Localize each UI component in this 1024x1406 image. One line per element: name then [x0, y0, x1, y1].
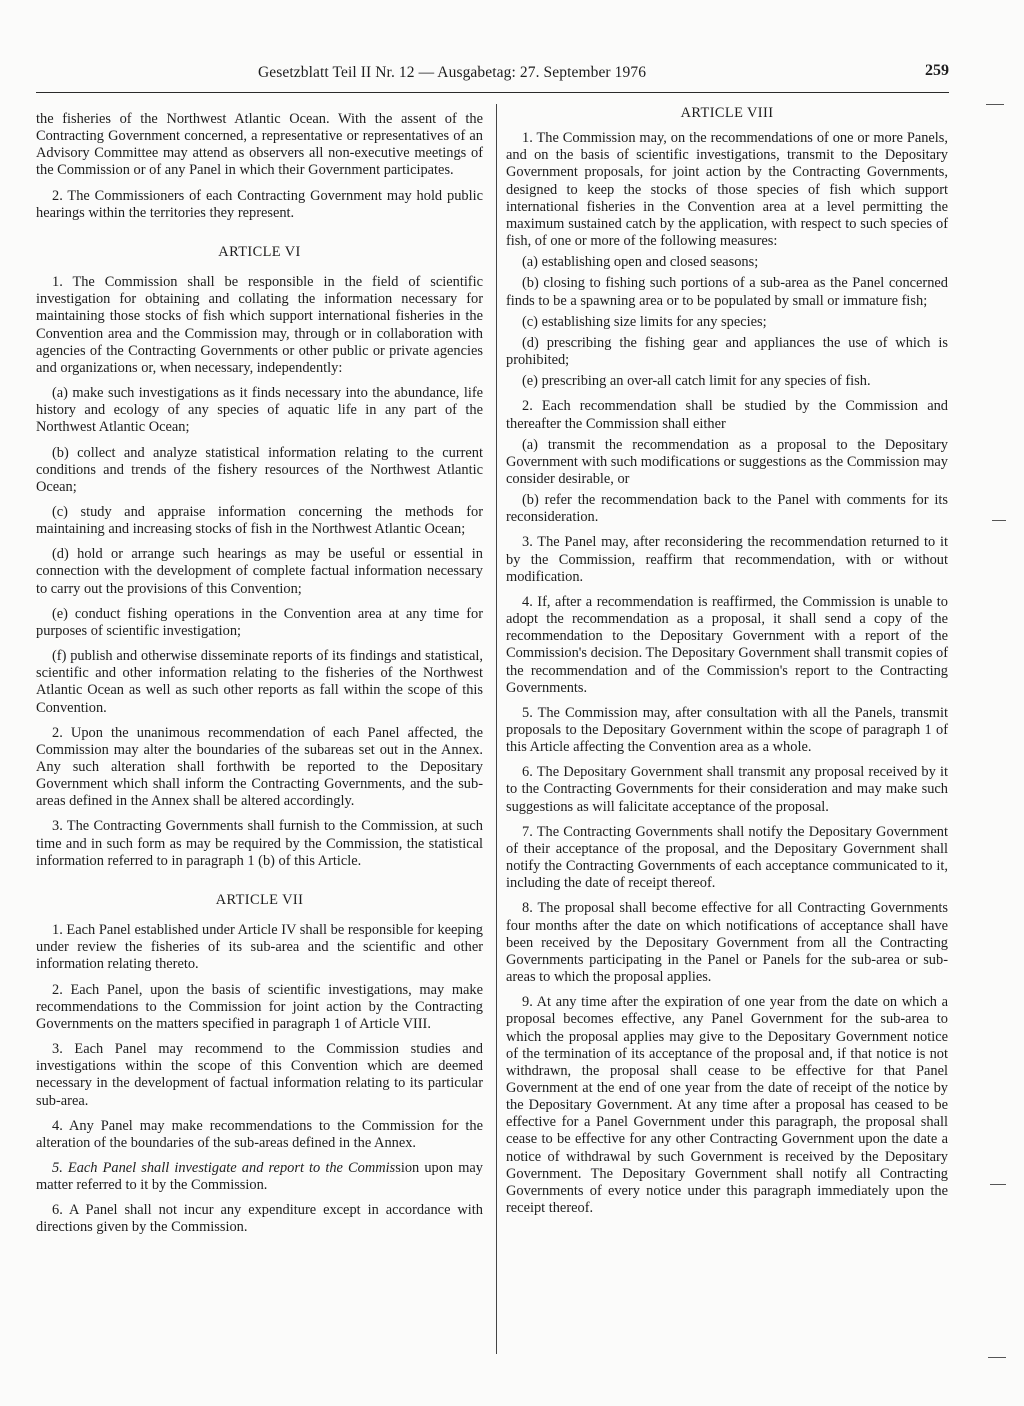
article-vi-paragraph-1: 1. The Commission shall be responsible in the field of scientific investigation for obtaining and collating the information necessary for maintaining those stocks of fish which support international fisheries in the Convention area and the Commission may, through or in collaboration with agencies of the Contracting Governments or other public or private agencies and organizations or, when necessary, independently:: [36, 274, 483, 376]
margin-mark: [992, 520, 1006, 521]
article-vi-item-a: (a) make such investigations as it finds necessary into the abundance, life history and ecology of any species of aquatic life in any part of the Northwest Atlantic Ocean;: [36, 385, 483, 436]
margin-mark: [990, 1184, 1006, 1185]
article-viii-paragraph-9: 9. At any time after the expiration of one year from the date on which a proposal becomes effective, any Panel Government for the sub-area to which the proposal applies may give to the Depositary Government notice of the termination of its acceptance of the proposal and, if that notice is not withdrawn, the proposal shall cease to be effective for that Panel Government at the end of one year from the date of receipt of the notice by the Depositary Government. At any time after a proposal has ceased to be effective for a Panel Government under this paragraph, the proposal shall cease to be effective for any other Contracting Government upon the date a notice of withdrawal by such Government is received by the Depositary Government. The Depositary Government shall notify all Contracting Governments of every notice under this paragraph immediately upon the receipt thereof.: [506, 994, 948, 1217]
article-viii-item-e: (e) prescribing an over-all catch limit for any species of fish.: [522, 373, 871, 390]
article-viii-paragraph-8: 8. The proposal shall become effective for all Contracting Governments four months after the date on which notifications of acceptance shall have been received by the Depositary Government from all the Contracting Governments participating in the Panel or Panels for the sub-area or sub-areas to which the proposal applies.: [506, 900, 948, 986]
right-column: [506, 105, 948, 1225]
article-vii-paragraph-2: 2. Each Panel, upon the basis of scientific investigations, may make recommendations to the Commission for joint action by the Contracting Governments on the matters specified in paragraph 1 of Article VIII.: [36, 981, 483, 1032]
left-column: [36, 111, 483, 1245]
article-vi-item-f: (f) publish and otherwise disseminate reports of its findings and statistical, scientific and other information relating to the fisheries of the Northwest Atlantic Ocean as well as such other reports as fall within the scope of this Convention.: [36, 648, 483, 716]
column-divider: [496, 104, 497, 1354]
heading-article-vii: ARTICLE VII: [215, 891, 304, 908]
article-viii-paragraph-5: 5. The Commission may, after consultation with all the Panels, transmit proposals to the Depositary Government within the scope of paragraph 1 of this Article affecting the Convention area as a whole.: [506, 704, 948, 756]
article-vii-paragraph-4: 4. Any Panel may make recommendations to the Commission for the alteration of the boundaries of the sub-areas defined in the Annex.: [36, 1117, 483, 1151]
article-vii-paragraph-5-italic: 5. Each Panel shall investigate and report to the Commis: [52, 1159, 396, 1176]
article-viii-paragraph-2-a: (a) transmit the recommendation as a proposal to the Depositary Government with such modifications or suggestions as the Commission may consider desirable, or: [506, 436, 948, 487]
paragraph-continuation: the fisheries of the Northwest Atlantic Ocean. With the assent of the Contracting Government concerned, a representative or representatives of an Advisory Committee may attend as observers all non-executive meetings of the Commission or of any Panel in which their Government participates.: [36, 111, 483, 179]
article-viii-paragraph-2-b: (b) refer the recommendation back to the Panel with comments for its reconsideration.: [506, 492, 948, 526]
article-viii-item-d: (d) prescribing the fishing gear and appliances the use of which is prohibited;: [506, 334, 948, 369]
page-header-title: Gesetzblatt Teil II Nr. 12 — Ausgabetag: 27. September 1976: [258, 64, 647, 81]
article-vii-paragraph-1: 1. Each Panel established under Article IV shall be responsible for keeping under review the fisheries of its sub-area and the scientific and other information relating thereto.: [36, 922, 483, 973]
article-viii-paragraph-7: 7. The Contracting Governments shall notify the Depositary Government of their acceptance of the proposal, and the Depositary Government shall notify the Contracting Governments of each acceptance communicated to it, including the date of receipt thereof.: [506, 823, 948, 892]
article-viii-paragraph-3: 3. The Panel may, after reconsidering the recommendation returned to it by the Commission, reaffirm that recommendation, with or without modification.: [506, 534, 948, 585]
article-vii-paragraph-5: [36, 1160, 483, 1194]
margin-mark: [986, 104, 1004, 105]
article-viii-paragraph-2: 2. Each recommendation shall be studied by the Commission and thereafter the Commission shall either: [506, 398, 948, 432]
margin-mark: [988, 1357, 1006, 1358]
article-viii-item-b: (b) closing to fishing such portions of a sub-area as the Panel concerned finds to be a spawning area or to be populated by small or immature fish;: [506, 275, 948, 309]
article-viii-paragraph-6: 6. The Depositary Government shall transmit any proposal received by it to the Contracting Governments for their consideration and may make such suggestions as will falicitate acceptance of the proposal.: [506, 764, 948, 815]
article-viii-item-c: (c) establishing size limits for any species;: [522, 313, 767, 330]
page-header: [36, 62, 949, 96]
page-number: 259: [925, 62, 949, 79]
paragraph-article-v-2: 2. The Commissioners of each Contracting Government may hold public hearings within the territories they represent.: [36, 187, 483, 221]
article-vi-paragraph-3: 3. The Contracting Governments shall furnish to the Commission, at such time and in such form as may be required by the Commission, the statistical information referred to in paragraph 1 (b) of this Article.: [36, 818, 483, 869]
article-vi-item-b: (b) collect and analyze statistical information relating to the current conditions and trends of the fishery resources of the Northwest Atlantic Ocean;: [36, 444, 483, 495]
article-vii-paragraph-3: 3. Each Panel may recommend to the Commission studies and investigations within the scope of this Convention which are deemed necessary in the development of factual information relating to its particular sub-area.: [36, 1041, 483, 1109]
header-rule: [36, 92, 949, 93]
article-vi-paragraph-2: 2. Upon the unanimous recommendation of each Panel affected, the Commission may alter the boundaries of the subareas set out in the Annex. Any such alteration shall forthwith be reported to the Depositary Government which shall inform the Contracting Governments, and the sub-areas defined in the Annex shall be altered accordingly.: [36, 724, 483, 810]
article-viii-paragraph-1: 1. The Commission may, on the recommendations of one or more Panels, and on the basis of scientific investigations, transmit to the Depositary Government proposals, for joint action by the Contracting Governments, designed to keep the stocks of those species of fish which support international fisheries in the Convention area at a level permitting the maximum sustained catch by the application, with respect to such species of fish, of one or more of the following measures:: [506, 130, 948, 250]
heading-article-vi: ARTICLE VI: [218, 243, 301, 260]
article-viii-item-a: (a) establishing open and closed seasons;: [522, 254, 759, 271]
article-vii-paragraph-5-rest: sion upon may matter referred to it by the Commission.: [36, 1159, 483, 1194]
article-vi-item-e: (e) conduct fishing operations in the Convention area at any time for purposes of scientific investigation;: [36, 605, 483, 639]
article-vi-item-d: (d) hold or arrange such hearings as may be useful or essential in connection with the development of complete factual information necessary to carry out the provisions of this Convention;: [36, 546, 483, 597]
article-viii-paragraph-4: 4. If, after a recommendation is reaffirmed, the Commission is unable to adopt the recommendation as a proposal, it shall send a copy of the recommendation to the Depositary Government with a report of the Commission's decision. The Depositary Government shall transmit copies of the recommendation and of the Commission's report to the Contracting Governments.: [506, 593, 948, 696]
article-vi-item-c: (c) study and appraise information concerning the methods for maintaining and increasing stocks of fish in the Northwest Atlantic Ocean;: [36, 503, 483, 538]
article-vii-paragraph-6: 6. A Panel shall not incur any expenditure except in accordance with directions given by the Commission.: [36, 1202, 483, 1236]
heading-article-viii: ARTICLE VIII: [680, 105, 774, 121]
